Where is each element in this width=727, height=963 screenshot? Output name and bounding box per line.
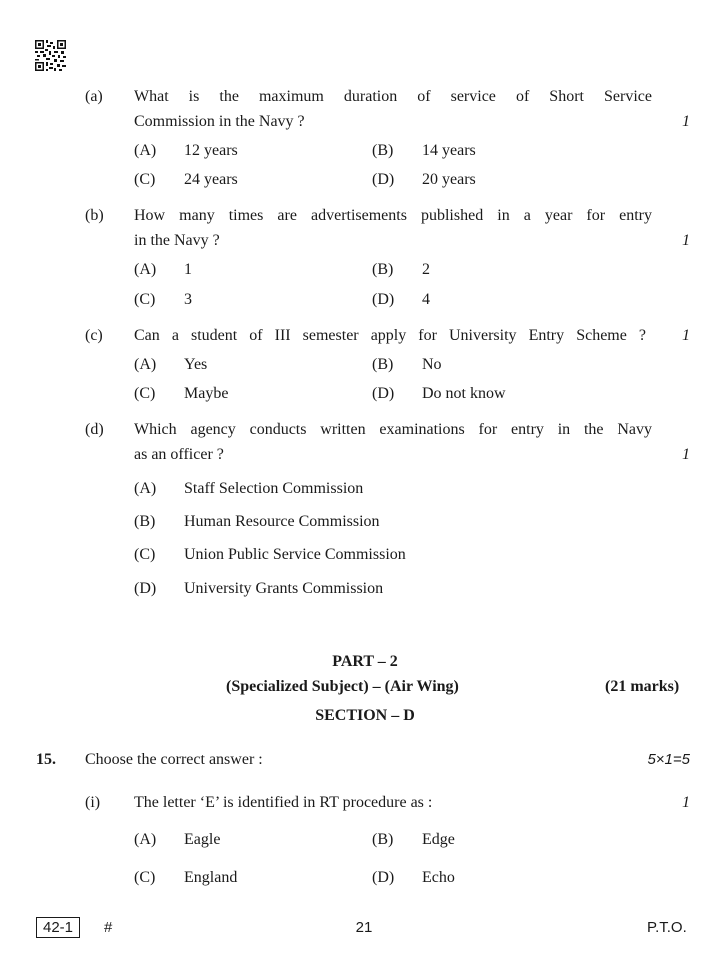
question-c-marks: 1	[682, 327, 690, 344]
option-text: 1	[184, 261, 192, 278]
question-c-label: (c)	[85, 327, 103, 344]
page-number: 21	[355, 919, 373, 936]
question-d-text-line2: as an officer ?	[134, 446, 224, 463]
option-key: (D)	[372, 291, 395, 308]
option-text: 24 years	[184, 171, 238, 188]
option-key: (C)	[134, 869, 156, 886]
option-text: Staff Selection Commission	[184, 480, 364, 497]
option-text: No	[422, 356, 442, 373]
option-key: (D)	[134, 580, 157, 597]
option-key: (B)	[372, 142, 394, 159]
question-d-marks: 1	[682, 446, 690, 463]
option-key: (A)	[134, 356, 157, 373]
option-text: 20 years	[422, 171, 476, 188]
option-text: Do not know	[422, 385, 506, 402]
question-b-label: (b)	[85, 207, 104, 224]
question-b-marks: 1	[682, 232, 690, 249]
option-key: (D)	[372, 385, 395, 402]
question-15-marks: 5×1=5	[647, 751, 690, 768]
part-subtitle: (Specialized Subject) – (Air Wing)	[226, 678, 459, 695]
option-text: University Grants Commission	[184, 580, 384, 597]
option-key: (B)	[134, 513, 156, 530]
option-key: (C)	[134, 546, 156, 563]
option-key: (C)	[134, 385, 156, 402]
option-key: (B)	[372, 356, 394, 373]
option-text: England	[184, 869, 238, 886]
option-text: Human Resource Commission	[184, 513, 380, 530]
option-key: (A)	[134, 831, 157, 848]
option-key: (D)	[372, 869, 395, 886]
question-c-text: Can a student of III semester apply for University Entry Scheme ?	[134, 327, 646, 344]
question-a-text-line1: What is the maximum duration of service of Short Service	[134, 88, 652, 105]
question-b-text-line1: How many times are advertisements published in a year for entry	[134, 207, 652, 224]
option-text: 2	[422, 261, 430, 278]
option-text: Yes	[184, 356, 208, 373]
option-key: (A)	[134, 261, 157, 278]
paper-code-box: 42-1	[36, 917, 80, 938]
part-title: PART – 2	[332, 653, 398, 670]
option-key: (D)	[372, 171, 395, 188]
qr-code-icon	[35, 40, 66, 71]
option-text: 12 years	[184, 142, 238, 159]
option-text: 3	[184, 291, 192, 308]
question-a-marks: 1	[682, 113, 690, 130]
question-15-prompt: Choose the correct answer :	[85, 751, 263, 768]
question-15i-marks: 1	[682, 794, 690, 811]
question-d-label: (d)	[85, 421, 104, 438]
option-key: (C)	[134, 291, 156, 308]
option-text: 4	[422, 291, 430, 308]
option-key: (A)	[134, 480, 157, 497]
question-15i-text: The letter ‘E’ is identified in RT procedure as :	[134, 794, 433, 811]
option-text: 14 years	[422, 142, 476, 159]
option-text: Edge	[422, 831, 455, 848]
question-15-number: 15.	[36, 751, 56, 768]
question-a-label: (a)	[85, 88, 103, 105]
option-key: (B)	[372, 831, 394, 848]
option-text: Union Public Service Commission	[184, 546, 406, 563]
option-text: Echo	[422, 869, 455, 886]
option-key: (B)	[372, 261, 394, 278]
question-a-text-line2: Commission in the Navy ?	[134, 113, 305, 130]
option-text: Eagle	[184, 831, 221, 848]
section-title: SECTION – D	[315, 707, 415, 724]
option-key: (C)	[134, 171, 156, 188]
question-b-text-line2: in the Navy ?	[134, 232, 220, 249]
question-d-text-line1: Which agency conducts written examinations for entry in the Navy	[134, 421, 652, 438]
footer-hash: #	[104, 919, 113, 936]
part-marks: (21 marks)	[605, 678, 680, 695]
pto-label: P.T.O.	[647, 919, 687, 936]
option-key: (A)	[134, 142, 157, 159]
option-text: Maybe	[184, 385, 229, 402]
question-15i-label: (i)	[85, 794, 101, 811]
